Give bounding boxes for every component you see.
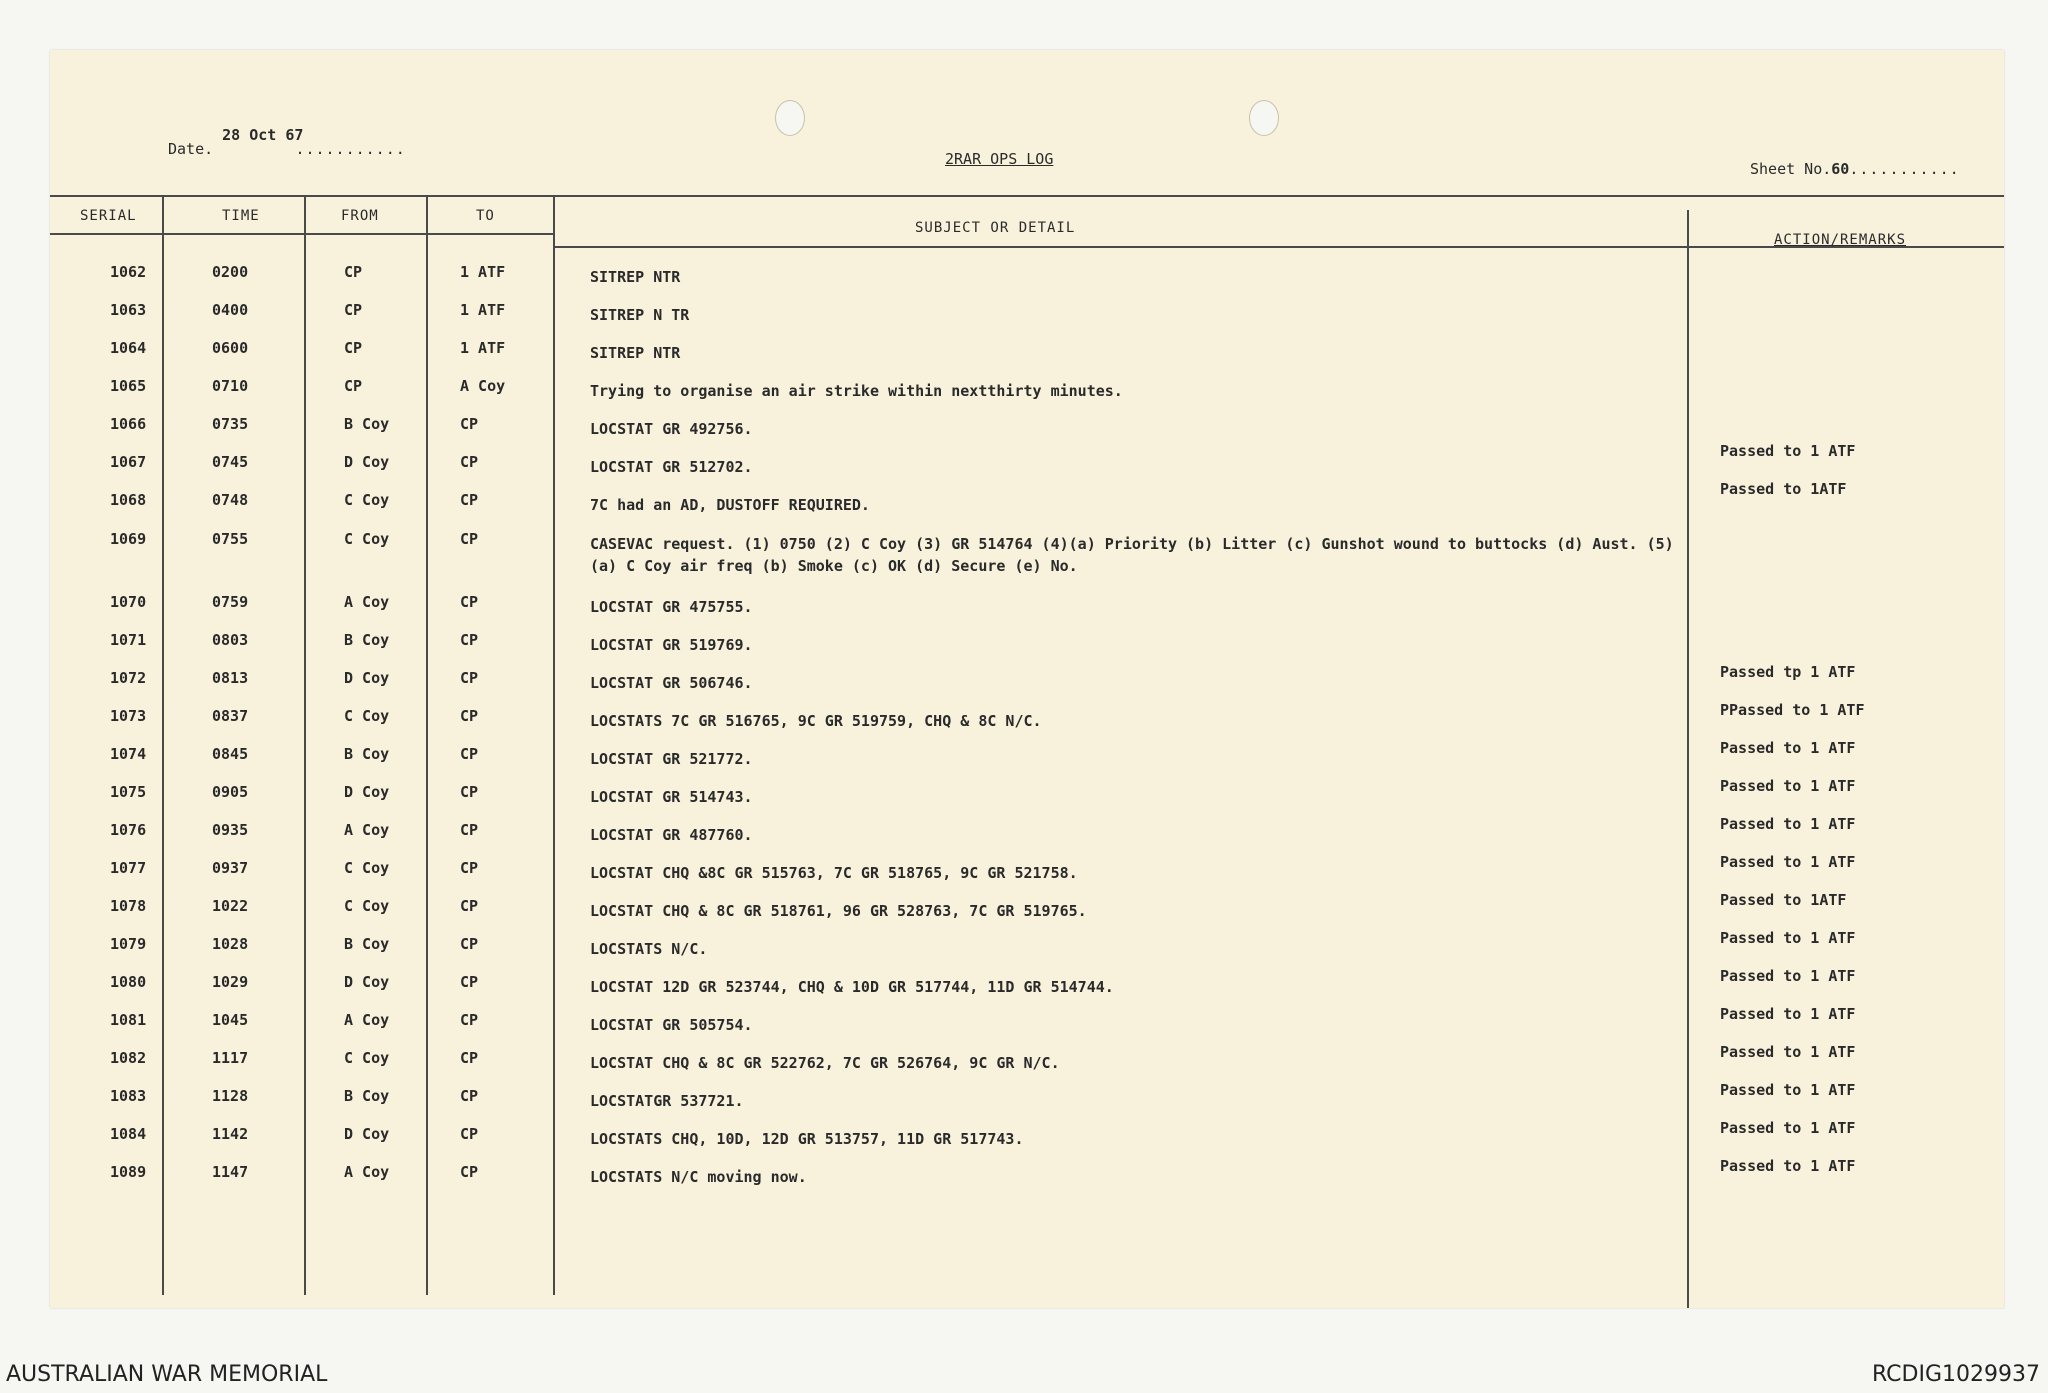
- col-header-to: TO: [476, 208, 495, 224]
- entry-remarks: Passed tp 1 ATF: [1720, 663, 1856, 681]
- entry-from: B Coy: [344, 935, 390, 953]
- entry-from: A Coy: [344, 1011, 390, 1029]
- entry-to: CP: [460, 631, 479, 649]
- entry-remarks: Passed to 1ATF: [1720, 891, 1847, 909]
- entry-remarks: Passed to 1 ATF: [1720, 442, 1856, 460]
- entry-time: 0600: [212, 339, 249, 357]
- entry-remarks: Passed to 1 ATF: [1720, 967, 1856, 985]
- entry-serial: 1063: [110, 301, 147, 319]
- entry-time: 0735: [212, 415, 249, 433]
- entry-from: C Coy: [344, 707, 390, 725]
- entry-to: A Coy: [460, 377, 506, 395]
- entry-serial: 1068: [110, 491, 147, 509]
- entry-time: 0937: [212, 859, 249, 877]
- footer-record-id: RCDIG1029937: [1871, 1362, 2040, 1387]
- entry-serial: 1070: [110, 593, 147, 611]
- entry-from: C Coy: [344, 491, 390, 509]
- entry-serial: 1080: [110, 973, 147, 991]
- entry-serial: 1069: [110, 530, 147, 548]
- header-top-rule: [50, 195, 2004, 197]
- entry-serial: 1084: [110, 1125, 147, 1143]
- entry-time: 1147: [212, 1163, 249, 1181]
- entry-detail: LOCSTATS 7C GR 516765, 9C GR 519759, CHQ & 8C N/C.: [590, 712, 1042, 730]
- ops-log-sheet: [50, 50, 2004, 1308]
- col-header-detail: SUBJECT OR DETAIL: [915, 220, 1076, 236]
- entry-from: C Coy: [344, 1049, 390, 1067]
- entry-serial: 1064: [110, 339, 147, 357]
- header-rule-left: [50, 233, 555, 235]
- entry-time: 1142: [212, 1125, 249, 1143]
- entry-to: CP: [460, 1163, 479, 1181]
- entry-to: CP: [460, 1049, 479, 1067]
- entry-to: CP: [460, 415, 479, 433]
- column-divider: [304, 195, 306, 1295]
- entry-detail: LOCSTAT GR 475755.: [590, 598, 753, 616]
- entry-time: 1029: [212, 973, 249, 991]
- entry-from: CP: [344, 263, 363, 281]
- entry-serial: 1082: [110, 1049, 147, 1067]
- entry-from: B Coy: [344, 745, 390, 763]
- entry-detail: LOCSTATS CHQ, 10D, 12D GR 513757, 11D GR 517743.: [590, 1130, 1024, 1148]
- date-value: 28 Oct 67: [222, 126, 304, 144]
- entry-from: A Coy: [344, 593, 390, 611]
- sheet-label: Sheet No.: [1750, 160, 1832, 178]
- entry-time: 1128: [212, 1087, 249, 1105]
- entry-to: 1 ATF: [460, 301, 506, 319]
- entry-from: D Coy: [344, 1125, 390, 1143]
- entry-detail: LOCSTAT GR 512702.: [590, 458, 753, 476]
- entry-time: 0755: [212, 530, 249, 548]
- entry-from: D Coy: [344, 669, 390, 687]
- entry-detail: SITREP NTR: [590, 344, 681, 362]
- entry-time: 0845: [212, 745, 249, 763]
- entry-from: CP: [344, 377, 363, 395]
- entry-serial: 1065: [110, 377, 147, 395]
- entry-time: 1028: [212, 935, 249, 953]
- page-title: 2RAR OPS LOG: [945, 150, 1054, 168]
- entry-detail: LOCSTAT CHQ &8C GR 515763, 7C GR 518765, 9C GR 521758.: [590, 864, 1078, 882]
- entry-from: B Coy: [344, 415, 390, 433]
- entry-detail: LOCSTAT GR 519769.: [590, 636, 753, 654]
- entry-detail: LOCSTAT GR 506746.: [590, 674, 753, 692]
- entry-from: C Coy: [344, 530, 390, 548]
- entry-detail: LOCSTATS N/C moving now.: [590, 1168, 807, 1186]
- entry-serial: 1072: [110, 669, 147, 687]
- entry-serial: 1062: [110, 263, 147, 281]
- entry-serial: 1066: [110, 415, 147, 433]
- entry-time: 0803: [212, 631, 249, 649]
- footer-archive-name: AUSTRALIAN WAR MEMORIAL: [6, 1362, 328, 1387]
- entry-detail: CASEVAC request. (1) 0750 (2) C Coy (3) GR 514764 (4)(a) Priority (b) Litter (c) Gunshot wound to buttocks (d) Aust. (5)(a) C Coy air freq (b) Smoke (c) OK (d) Secure (e) No.: [590, 535, 1674, 575]
- punch-hole: [1249, 100, 1279, 136]
- entry-time: 0748: [212, 491, 249, 509]
- entry-to: CP: [460, 453, 479, 471]
- punch-hole: [775, 100, 805, 136]
- entry-serial: 1081: [110, 1011, 147, 1029]
- entry-detail: LOCSTAT GR 514743.: [590, 788, 753, 806]
- entry-time: 0905: [212, 783, 249, 801]
- entry-serial: 1078: [110, 897, 147, 915]
- entry-detail: LOCSTAT GR 492756.: [590, 420, 753, 438]
- entry-detail: LOCSTAT 12D GR 523744, CHQ & 10D GR 517744, 11D GR 514744.: [590, 978, 1114, 996]
- entry-detail: LOCSTAT GR 487760.: [590, 826, 753, 844]
- entry-time: 0200: [212, 263, 249, 281]
- entry-remarks: Passed to 1 ATF: [1720, 1157, 1856, 1175]
- entry-detail: LOCSTATS N/C.: [590, 940, 708, 958]
- column-divider: [1687, 210, 1689, 1308]
- entry-to: CP: [460, 707, 479, 725]
- entry-remarks: Passed to 1 ATF: [1720, 1005, 1856, 1023]
- entry-serial: 1077: [110, 859, 147, 877]
- entry-detail: 7C had an AD, DUSTOFF REQUIRED.: [590, 496, 870, 514]
- entry-remarks: Passed to 1 ATF: [1720, 777, 1856, 795]
- entry-to: CP: [460, 1087, 479, 1105]
- entry-time: 0759: [212, 593, 249, 611]
- column-divider: [553, 195, 555, 1295]
- entry-remarks: Passed to 1 ATF: [1720, 739, 1856, 757]
- entry-from: C Coy: [344, 859, 390, 877]
- col-header-time: TIME: [222, 208, 260, 224]
- entry-serial: 1075: [110, 783, 147, 801]
- entry-to: CP: [460, 745, 479, 763]
- sheet-value: 60: [1831, 160, 1850, 178]
- entry-to: CP: [460, 821, 479, 839]
- col-header-from: FROM: [341, 208, 379, 224]
- entry-to: 1 ATF: [460, 263, 506, 281]
- entry-detail: SITREP N TR: [590, 306, 690, 324]
- entry-to: CP: [460, 859, 479, 877]
- entry-from: D Coy: [344, 973, 390, 991]
- entry-from: D Coy: [344, 453, 390, 471]
- entry-detail: LOCSTAT CHQ & 8C GR 522762, 7C GR 526764, 9C GR N/C.: [590, 1054, 1060, 1072]
- column-divider: [426, 195, 428, 1295]
- entry-time: 0710: [212, 377, 249, 395]
- entry-from: C Coy: [344, 897, 390, 915]
- entry-from: D Coy: [344, 783, 390, 801]
- entry-time: 1022: [212, 897, 249, 915]
- entry-to: CP: [460, 593, 479, 611]
- entry-to: CP: [460, 973, 479, 991]
- entry-remarks: Passed to 1 ATF: [1720, 1043, 1856, 1061]
- column-divider: [162, 195, 164, 1295]
- sheet-number-field: Sheet No.60...........: [1750, 160, 1960, 178]
- entry-to: CP: [460, 669, 479, 687]
- entry-to: CP: [460, 1125, 479, 1143]
- entry-remarks: Passed to 1 ATF: [1720, 815, 1856, 833]
- entry-remarks: Passed to 1 ATF: [1720, 929, 1856, 947]
- entry-time: 1117: [212, 1049, 249, 1067]
- entry-serial: 1083: [110, 1087, 147, 1105]
- entry-time: 1045: [212, 1011, 249, 1029]
- entry-serial: 1074: [110, 745, 147, 763]
- entry-serial: 1089: [110, 1163, 147, 1181]
- entry-serial: 1076: [110, 821, 147, 839]
- col-header-serial: SERIAL: [80, 208, 137, 224]
- entry-remarks: Passed to 1 ATF: [1720, 1119, 1856, 1137]
- entry-serial: 1071: [110, 631, 147, 649]
- entry-detail: LOCSTAT GR 521772.: [590, 750, 753, 768]
- entry-time: 0837: [212, 707, 249, 725]
- entry-remarks: Passed to 1 ATF: [1720, 853, 1856, 871]
- entry-to: CP: [460, 783, 479, 801]
- entry-from: B Coy: [344, 1087, 390, 1105]
- entry-from: B Coy: [344, 631, 390, 649]
- entry-detail: SITREP NTR: [590, 268, 681, 286]
- date-label: Date: [168, 140, 205, 158]
- entry-serial: 1079: [110, 935, 147, 953]
- entry-to: CP: [460, 897, 479, 915]
- entry-serial: 1073: [110, 707, 147, 725]
- entry-from: A Coy: [344, 1163, 390, 1181]
- entry-detail: Trying to organise an air strike within nextthirty minutes.: [590, 382, 1123, 400]
- entry-to: CP: [460, 1011, 479, 1029]
- entry-time: 0745: [212, 453, 249, 471]
- entry-time: 0400: [212, 301, 249, 319]
- entry-from: A Coy: [344, 821, 390, 839]
- entry-to: CP: [460, 530, 479, 548]
- entry-remarks: Passed to 1 ATF: [1720, 1081, 1856, 1099]
- entry-serial: 1067: [110, 453, 147, 471]
- entry-time: 0935: [212, 821, 249, 839]
- entry-from: CP: [344, 339, 363, 357]
- date-field: Date.28 Oct 67...........: [168, 126, 406, 158]
- entry-to: CP: [460, 935, 479, 953]
- entry-remarks: Passed to 1ATF: [1720, 480, 1847, 498]
- entry-to: CP: [460, 491, 479, 509]
- entry-to: 1 ATF: [460, 339, 506, 357]
- entry-remarks: PPassed to 1 ATF: [1720, 701, 1865, 719]
- entry-time: 0813: [212, 669, 249, 687]
- entry-detail: LOCSTAT CHQ & 8C GR 518761, 96 GR 528763, 7C GR 519765.: [590, 902, 1087, 920]
- entry-detail: LOCSTATGR 537721.: [590, 1092, 744, 1110]
- entry-from: CP: [344, 301, 363, 319]
- entry-detail: LOCSTAT GR 505754.: [590, 1016, 753, 1034]
- col-header-remarks: ACTION/REMARKS: [1774, 232, 1907, 248]
